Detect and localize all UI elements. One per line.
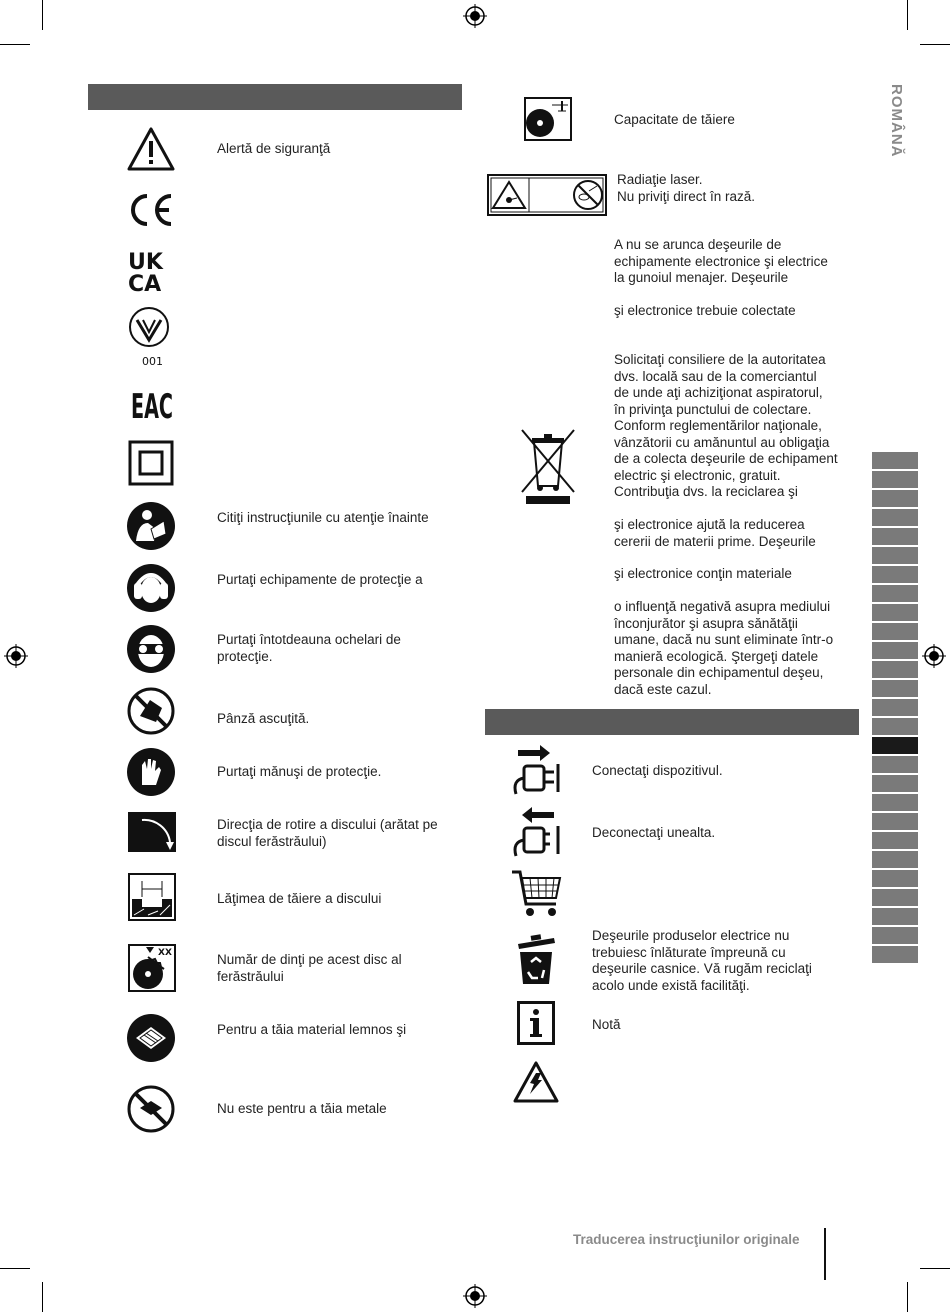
caution-triangle-icon — [512, 1060, 560, 1104]
wood-material-icon — [126, 1013, 176, 1063]
registration-target-icon — [463, 4, 487, 28]
recycle-bin-icon — [514, 932, 558, 986]
gloves-icon — [126, 747, 176, 797]
class-ii-insulation-icon — [128, 440, 174, 486]
crop-mark — [0, 44, 30, 45]
no-metal-icon — [126, 1084, 176, 1134]
eye-protection-icon — [126, 624, 176, 674]
symbol-description: Deconectaţi unealta. — [592, 825, 716, 840]
crop-mark — [920, 1268, 950, 1269]
crop-mark — [42, 0, 43, 30]
language-tab — [872, 661, 918, 680]
language-tab — [872, 585, 918, 604]
weee-paragraph: o influenţă negativă asupra mediului înconjurător şi asupra sănătăţii umane, dacă nu sunt eliminate într-o manieră ecologică. Ştergeţi datele personale din echipamentul deşeu, dacă este cazul. — [614, 599, 834, 697]
info-note-icon — [517, 1001, 555, 1045]
crop-mark — [0, 1268, 30, 1269]
symbol-description: Pentru a tăia material lemnos şi — [217, 1022, 407, 1037]
language-tab — [872, 870, 918, 889]
symbol-description: Alertă de siguranţă — [217, 141, 331, 156]
read-manual-icon — [126, 501, 176, 551]
svg-text:CA: CA — [128, 272, 162, 297]
weee-paragraph: şi electronice trebuie colectate — [614, 303, 796, 318]
teeth-count-badge: XX — [158, 948, 172, 958]
shopping-cart-icon — [510, 868, 562, 920]
language-tab — [872, 775, 918, 794]
cutting-capacity-icon — [524, 97, 572, 141]
ce-mark-icon — [127, 192, 175, 228]
symbol-description: Citiţi instrucţiunile cu atenţie înainte — [217, 510, 429, 525]
language-tab — [872, 699, 918, 718]
language-tab — [872, 680, 918, 699]
symbol-description: Direcţia de rotire a discului (arătat pe discul ferăstrăului) — [217, 817, 438, 849]
symbol-description: Notă — [592, 1017, 621, 1032]
language-tab — [872, 851, 918, 870]
ear-protection-icon — [126, 563, 176, 613]
symbol-description: Radiaţie laser. Nu priviţi direct în rază. — [617, 172, 756, 204]
language-tab — [872, 832, 918, 851]
teeth-count-icon — [128, 944, 176, 992]
symbol-description: Lăţimea de tăiere a discului — [217, 891, 382, 906]
weee-crossed-bin-icon — [520, 428, 576, 506]
svg-text:UK: UK — [128, 250, 163, 275]
language-tab — [872, 509, 918, 528]
language-tab — [872, 927, 918, 946]
sharp-blade-icon — [126, 686, 176, 736]
footer-text: Traducerea instrucţiunilor originale — [573, 1232, 800, 1247]
symbol-description: Capacitate de tăiere — [614, 112, 735, 127]
registration-target-icon — [922, 644, 946, 668]
language-tab — [872, 604, 918, 623]
cut-width-icon — [128, 873, 176, 921]
ukrsepro-mark-icon — [128, 306, 172, 368]
footer-divider — [824, 1228, 826, 1280]
language-tab-label: ROMÂNĂ — [888, 84, 905, 158]
symbol-description: Nu este pentru a tăia metale — [217, 1101, 387, 1116]
plug-disconnect-icon — [510, 806, 562, 858]
crop-mark — [907, 1282, 908, 1312]
language-tab — [872, 718, 918, 737]
crop-mark — [907, 0, 908, 30]
symbol-description: Purtaţi echipamente de protecţie a — [217, 572, 423, 587]
symbol-description: Număr de dinţi pe acest disc al ferăstrăului — [217, 952, 402, 984]
language-tab — [872, 490, 918, 509]
ukca-mark-icon — [128, 249, 174, 297]
laser-warning-icon — [487, 174, 607, 216]
language-tab — [872, 452, 918, 471]
section-header-bar — [485, 709, 859, 735]
language-tab — [872, 737, 918, 756]
language-tab — [872, 471, 918, 490]
language-tab — [872, 756, 918, 775]
language-tab — [872, 889, 918, 908]
symbol-description: Pânză ascuţită. — [217, 711, 310, 726]
eac-mark-icon — [131, 380, 173, 427]
warning-triangle-icon — [126, 126, 176, 172]
crop-mark — [920, 44, 950, 45]
weee-paragraph: şi electronice ajută la reducerea cererii de materii prime. Deşeurile — [614, 517, 816, 549]
symbol-description: Purtaţi mănuşi de protecţie. — [217, 764, 382, 779]
language-tab — [872, 813, 918, 832]
rotation-direction-icon — [128, 812, 176, 852]
language-tab — [872, 547, 918, 566]
language-tab — [872, 794, 918, 813]
language-tab — [872, 908, 918, 927]
weee-paragraph: şi electronice conţin materiale — [614, 566, 792, 581]
symbol-description: Conectaţi dispozitivul. — [592, 763, 723, 778]
section-header-bar — [88, 84, 462, 110]
language-tab — [872, 623, 918, 642]
language-tab — [872, 946, 918, 965]
symbol-description: Purtaţi întotdeauna ochelari de protecţie. — [217, 632, 401, 664]
language-tab — [872, 528, 918, 547]
symbol-description: Deşeurile produselor electrice nu trebuiesc înlăturate împreună cu deşeurile casnice. Vă rugăm reciclaţi acolo unde există facilităţi. — [592, 928, 812, 993]
plug-connect-icon — [510, 744, 562, 796]
weee-paragraph: A nu se arunca deşeurile de echipamente electronice şi electrice la gunoiul menajer. Deşeurile — [614, 237, 828, 285]
weee-paragraph: Solicitaţi consiliere de la autoritatea dvs. locală sau de la comerciantul de unde aţi achiziţionat aspiratorul, în privinţa punctului de colectare. Conform reglementărilor naţionale, vânzătorii cu amănuntul au obligaţia de a colecta deşeurile de echipament electric şi electronic, gratuit. Contribuţia dvs. la reciclarea şi — [614, 352, 838, 499]
registration-target-icon — [463, 1284, 487, 1308]
crop-mark — [42, 1282, 43, 1312]
language-index-tabs — [872, 452, 918, 965]
svg-text:EAC: EAC — [131, 387, 173, 427]
language-tab — [872, 642, 918, 661]
registration-target-icon — [4, 644, 28, 668]
language-tab — [872, 566, 918, 585]
ukrsepro-code: 001 — [142, 355, 163, 368]
